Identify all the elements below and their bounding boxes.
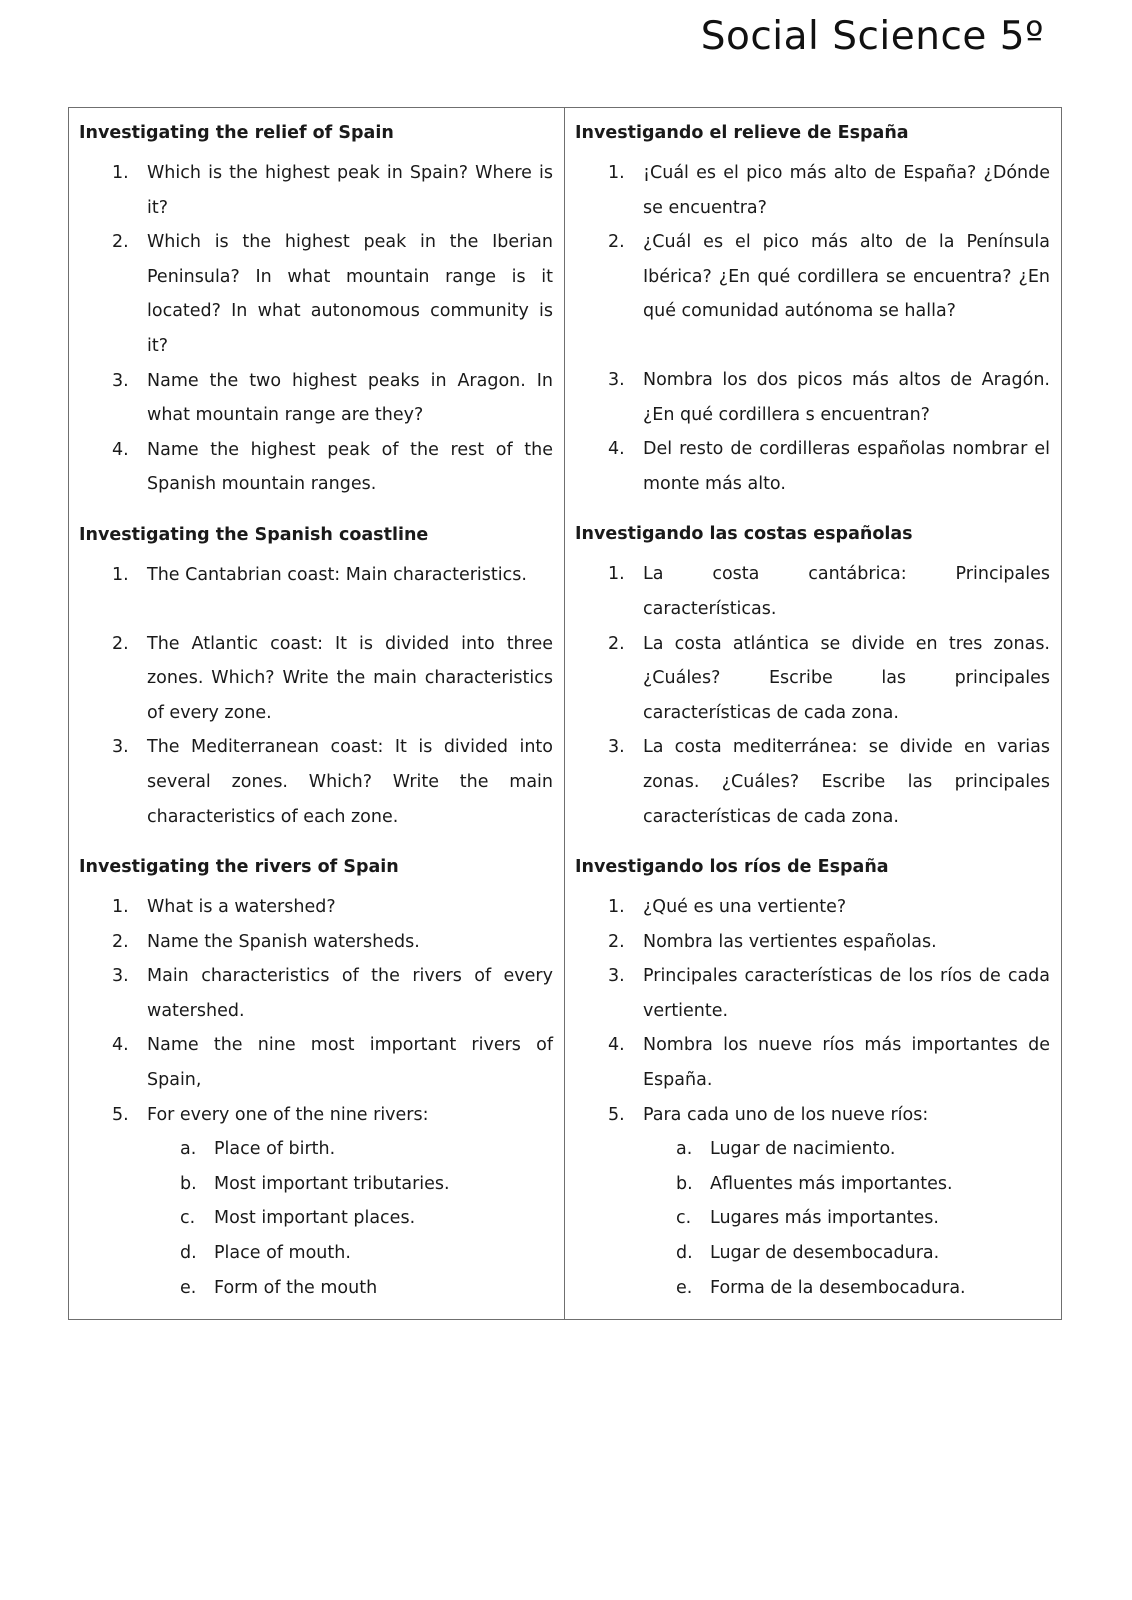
sub-list-item: b. Most important tributaries.: [180, 1173, 450, 1194]
page-title: Social Science 5º: [700, 14, 1044, 59]
list-item: 4. Name the highest peak of the rest of the Spanish mountain ranges.: [112, 439, 553, 495]
list-item: 3. The Mediterranean coast: It is divided into several zones. Which? Write the main characteristics of each zone.: [112, 737, 553, 827]
spanish-column: [565, 108, 1061, 1319]
list-item: 3. Name the two highest peaks in Aragon. In what mountain range are they?: [112, 370, 553, 426]
section-title-relief-en: Investigating the relief of Spain: [79, 123, 394, 143]
sub-list-item: d. Lugar de desembocadura.: [676, 1243, 940, 1264]
list-item: 3. Nombra los dos picos más altos de Aragón. ¿En qué cordillera s encuentran?: [608, 369, 1050, 425]
rivers-questions-en: [79, 890, 553, 1305]
sub-list-item: c. Lugares más importantes.: [676, 1208, 939, 1229]
coast-questions-es: [575, 557, 1050, 834]
bilingual-worksheet-table: [68, 107, 1062, 1320]
list-item: 5. For every one of the nine rivers: a. Place of birth. b. Most important tributaries. c. Most important places. d. Place of mouth. e. Form of the mouth: [79, 1098, 553, 1306]
list-item: 1. La costa cantábrica: Principales características.: [608, 564, 1050, 619]
list-item: 4. Del resto de cordilleras españolas nombrar el monte más alto.: [608, 439, 1050, 494]
list-item: 1. What is a watershed?: [112, 897, 336, 918]
sub-list-item: a. Lugar de nacimiento.: [676, 1139, 896, 1160]
list-item: 1. Which is the highest peak in Spain? Where is it?: [112, 163, 553, 218]
list-item: 2. ¿Cuál es el pico más alto de la Península Ibérica? ¿En qué cordillera se encuentra? ¿En qué comunidad autónoma se halla?: [608, 232, 1050, 322]
list-item: 2. Which is the highest peak in the Iberian Peninsula? In what mountain range is it located? In what autonomous community is it?: [112, 232, 553, 356]
sub-list-item: c. Most important places.: [180, 1208, 416, 1229]
list-item: 4. Nombra los nueve ríos más importantes de España.: [608, 1035, 1050, 1091]
section-title-relief-es: Investigando el relieve de España: [575, 123, 909, 143]
section-title-rivers-es: Investigando los ríos de España: [575, 857, 889, 878]
english-column: [69, 108, 565, 1319]
list-item: 2. Name the Spanish watersheds.: [112, 931, 420, 952]
sub-list-item: e. Form of the mouth: [180, 1277, 378, 1298]
sub-list-item: d. Place of mouth.: [180, 1243, 351, 1264]
relief-questions-en: [79, 156, 553, 502]
rivers-questions-es: [575, 890, 1050, 1305]
list-item: 1. The Cantabrian coast: Main characteristics.: [112, 564, 527, 585]
river-subquestions-es: [643, 1132, 1050, 1305]
list-item: 3. Main characteristics of the rivers of every watershed.: [112, 966, 553, 1021]
list-item: 3. Principales características de los ríos de cada vertiente.: [608, 966, 1050, 1021]
list-item: 2. Nombra las vertientes españolas.: [608, 931, 937, 952]
list-item: 2. The Atlantic coast: It is divided into three zones. Which? Write the main characteristics of every zone.: [112, 633, 553, 723]
list-item: 5. Para cada uno de los nueve ríos: a. Lugar de nacimiento. b. Afluentes más importantes. c. Lugares más importantes. d. Lugar de desembocadura. e. Forma de la desembocadura.: [575, 1098, 1050, 1306]
river-subquestions-en: [147, 1132, 553, 1305]
list-item: 1. ¿Qué es una vertiente?: [608, 897, 847, 918]
list-item: 3. La costa mediterránea: se divide en varias zonas. ¿Cuáles? Escribe las principales características de cada zona.: [608, 737, 1050, 827]
sub-list-item: a. Place of birth.: [180, 1139, 336, 1160]
section-title-rivers-en: Investigating the rivers of Spain: [79, 857, 399, 878]
section-title-coast-en: Investigating the Spanish coastline: [79, 524, 429, 545]
list-item: 1. ¡Cuál es el pico más alto de España? ¿Dónde se encuentra?: [608, 163, 1050, 218]
sub-list-item: b. Afluentes más importantes.: [676, 1173, 953, 1194]
coast-questions-en: [79, 558, 553, 834]
section-title-coast-es: Investigando las costas españolas: [575, 524, 913, 545]
list-item: 2. La costa atlántica se divide en tres zonas. ¿Cuáles? Escribe las principales características de cada zona.: [608, 633, 1050, 723]
sub-list-item: e. Forma de la desembocadura.: [676, 1277, 966, 1298]
relief-questions-es: [575, 156, 1050, 501]
list-item: 4. Name the nine most important rivers of Spain,: [112, 1035, 553, 1091]
